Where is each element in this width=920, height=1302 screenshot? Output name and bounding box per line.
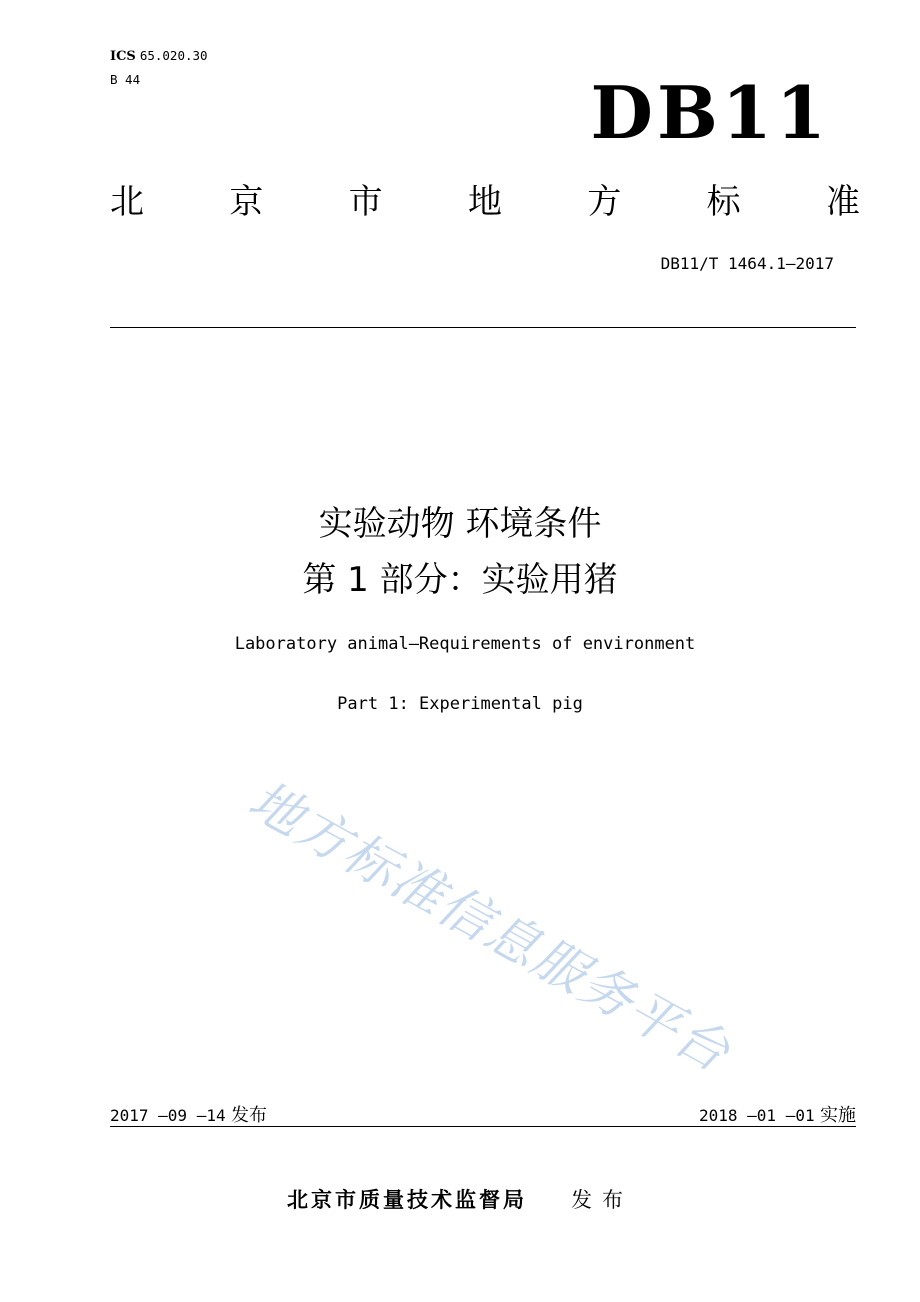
implement-date: 2018 —01 —01 [699, 1106, 815, 1125]
standard-type-char: 北 [110, 182, 144, 222]
chinese-title-line-2: 第 1 部分：实验用猪 [302, 560, 618, 600]
ics-label: ICS [110, 49, 136, 64]
publish-date-group [110, 1101, 267, 1127]
chinese-title-line-1: 实验动物 环境条件 [318, 504, 602, 544]
bottom-divider [110, 1126, 856, 1127]
standard-type-char: 市 [348, 182, 383, 222]
standard-type-char: 京 [229, 182, 264, 222]
implement-date-group [699, 1101, 856, 1127]
standard-type-char: 方 [587, 182, 622, 222]
top-divider [110, 327, 856, 328]
issuer-line [0, 1184, 920, 1214]
watermark: 地方标准信息服务平台 [238, 770, 741, 1085]
publish-date: 2017 —09 —14 [110, 1106, 226, 1125]
english-title-line-1: Laboratory animal—Requirements of environment [234, 634, 696, 654]
standard-type-char: 地 [467, 182, 502, 222]
english-title-line-2: Part 1: Experimental pig [337, 694, 583, 714]
issuing-organization: 北京市质量技术监督局 [287, 1188, 527, 1212]
ics-classification [110, 47, 208, 66]
chinese-title [0, 496, 920, 608]
implement-label: 实施 [820, 1105, 856, 1126]
issue-action: 发布 [571, 1188, 633, 1212]
ccs-code: B 44 [110, 72, 141, 87]
standard-type-char: 标 [706, 182, 741, 222]
publish-label: 发布 [231, 1105, 267, 1126]
ics-code: 65.020.30 [139, 48, 208, 63]
date-row [110, 1101, 856, 1127]
standard-number: DB11/T 1464.1—2017 [660, 254, 834, 273]
standard-type [110, 180, 860, 224]
db-logo: DB11 [590, 70, 830, 155]
standard-type-char: 准 [825, 182, 860, 222]
